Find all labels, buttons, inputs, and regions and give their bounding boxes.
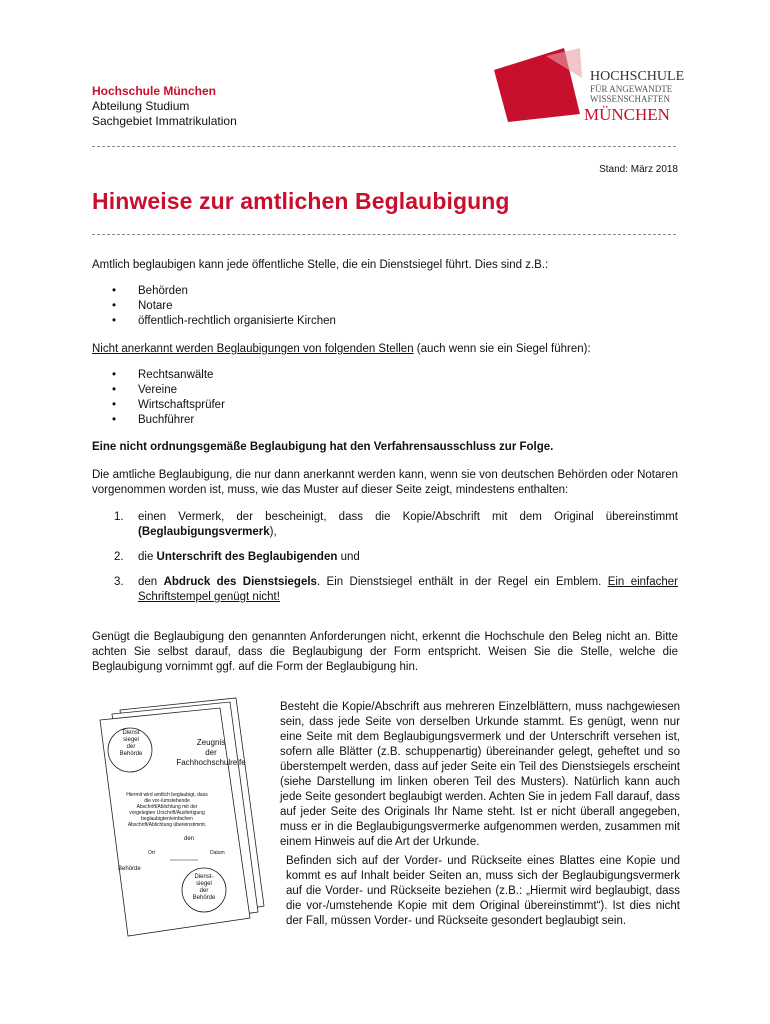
requirement-item-2 [92,550,678,565]
cert-line: beglaubigten/einfachen [141,816,193,822]
datum-label: Datum [210,850,225,856]
backside-paragraph: Befinden sich auf der Vorder- und Rückseite eines Blattes eine Kopie und kommt es auf Inhalt beider Seiten an, muss sich der Beglaubigungsvermerk auf die Vorder- und Rückseite beziehen (z.B.: „Hiermit wird beglaubigt, dass die vor-/umstehende Kopie mit dem Original übereinstimmt“). Ist dies nicht der Fall, müssen Vorder- und Rückseite gesondert beglaubigt sein. [286,855,680,927]
title-divider [92,234,676,235]
not-recognized-heading [92,342,678,357]
requirement-pre: die [138,551,157,563]
logo-line1: HOCHSCHULE [590,69,685,84]
cert-line: Abschrift/Ablichtung mit der [136,804,198,810]
seal1-line: siegel [123,737,139,743]
doc-title [166,738,256,768]
seal2-line: siegel [196,881,212,887]
logo-line3: WISSENSCHAFTEN [590,94,671,104]
seal1-text [116,730,146,758]
allowed-list [92,284,678,329]
requirement-post: und [337,551,360,563]
page-title: Hinweise zur amtlichen Beglaubigung [92,188,510,214]
seal2-text [188,874,220,902]
header-divider [92,146,676,147]
requirement-bold: Abdruck des Dienstsiegels [163,576,317,588]
requirement-bold: Unterschrift des Beglaubigenden [156,551,338,563]
logo-graphic [486,48,686,128]
doc-title-line: Zeugnis [196,738,226,747]
requirement-text: einen Vermerk, der bescheinigt, dass die Kopie/Abschrift mit dem Original übereinstimmt [138,511,678,523]
list-item: • Vereine [92,383,678,398]
requirement-pre: den [138,576,164,588]
intro-text: Amtlich beglaubigen kann jede öffentliche Stelle, die ein Dienstsiegel führt. Dies sind z.B.: [92,259,549,271]
list-item: • Notare [92,299,678,314]
requirement-number: 2. [114,551,124,563]
doc-title-line: Fachhochschulreife [176,758,246,767]
list-item: • Behörden [92,284,678,299]
not-recognized-rest: (auch wenn sie ein Siegel führen): [413,343,591,355]
requirements-intro: Die amtliche Beglaubigung, die nur dann anerkannt werden kann, wenn sie von deutschen Behörden oder Notaren vorgenommen worden ist, muss, wie das Muster auf dieser Seite zeigt, mindestens enthalten: [92,469,678,496]
den-label: den [184,836,195,842]
sample-illustration [86,692,282,940]
date-stand: Stand: März 2018 [599,164,678,175]
behoerde-label: Behörde [118,866,141,872]
warning-text: Eine nicht ordnungsgemäße Beglaubigung hat den Verfahrensausschluss zur Folge. [92,441,554,453]
list-item: • Buchführer [92,413,678,428]
not-recognized-underlined: Nicht anerkannt werden Beglaubigungen von folgenden Stellen [92,343,414,355]
university-logo [486,48,686,128]
seal2-line: der [199,888,209,894]
requirements-list [92,510,678,615]
ort-label: Ort [148,850,155,856]
list-item: • Wirtschaftsprüfer [92,398,678,413]
department-name: Abteilung Studium [92,99,190,113]
cert-line: vorgelegten Urschrift/Ausfertigung [129,810,205,816]
logo-line2: FÜR ANGEWANDTE [590,84,673,94]
seal1-line: Behörde [119,751,143,757]
requirement-item-3 [92,575,678,605]
requirement-tail: ), [269,526,277,538]
doc-title-line: der [205,748,217,757]
not-allowed-list [92,368,678,428]
seal2-line: Behörde [192,895,216,901]
seal2-line: Dienst- [194,874,214,880]
seal1-line: der [126,744,136,750]
section-name: Sachgebiet Immatrikulation [92,114,237,128]
requirement-mid: . Ein Dienstsiegel enthält in der Regel ein Emblem. [316,576,608,588]
not-sufficient-paragraph: Genügt die Beglaubigung den genannten Anforderungen nicht, erkennt die Hochschule den Beleg nicht an. Bitte achten Sie selbst darauf, dass die Beglaubigung der Form entspricht. Weisen Sie die Stelle, welche die Beglaubigung vornimmt ggf. auf die Form der Beglaubigung hin. [92,631,678,673]
cert-line: die vor-/umstehende [144,798,190,804]
list-item: • Rechtsanwälte [92,368,678,383]
multi-page-paragraph: Besteht die Kopie/Abschrift aus mehreren Einzelblättern, muss nachgewiesen sein, dass jede Seite von derselben Urkunde stammt. Es genügt, wenn nur eine Seite mit dem Beglaubigungsvermerk und der Unterschrift versehen ist, sofern alle Blätter (z.B. schuppenartig) übereinander gelegt, geheftet und so überstempelt werden, dass auf jeder Seite ein Teil des Dienstsiegels erscheint (siehe Darstellung im linken oberen Teil des Musters). Natürlich kann auch jede Seite gesondert beglaubigt werden. Achten Sie in jedem Fall darauf, dass auf jeder Seite des Originals Ihr Name steht. Ist er nicht überall angegeben, muss er in die Beglaubigungsvermerke aufgenommen werden, zusammen mit einem Hinweis auf die Art der Urkunde. [280,701,680,848]
cert-line: Abschrift/Ablichtung übereinstimmt. [127,822,207,828]
header-block [92,84,237,129]
requirement-underlined: Ein einfacher Schriftstempel genügt nicht! [138,576,679,603]
list-item: • öffentlich-rechtlich organisierte Kirchen [92,314,678,329]
requirement-number: 3. [114,576,124,588]
requirement-bold: (Beglaubigungsvermerk [138,526,270,538]
certification-text [112,792,222,828]
cert-line: Hiermit wird amtlich beglaubigt, dass [126,792,208,798]
logo-line4: MÜNCHEN [584,105,670,124]
institution-name: Hochschule München [92,84,217,98]
requirement-number: 1. [114,511,124,523]
requirement-item-1 [92,510,678,540]
seal1-line: Dienst [122,730,140,736]
